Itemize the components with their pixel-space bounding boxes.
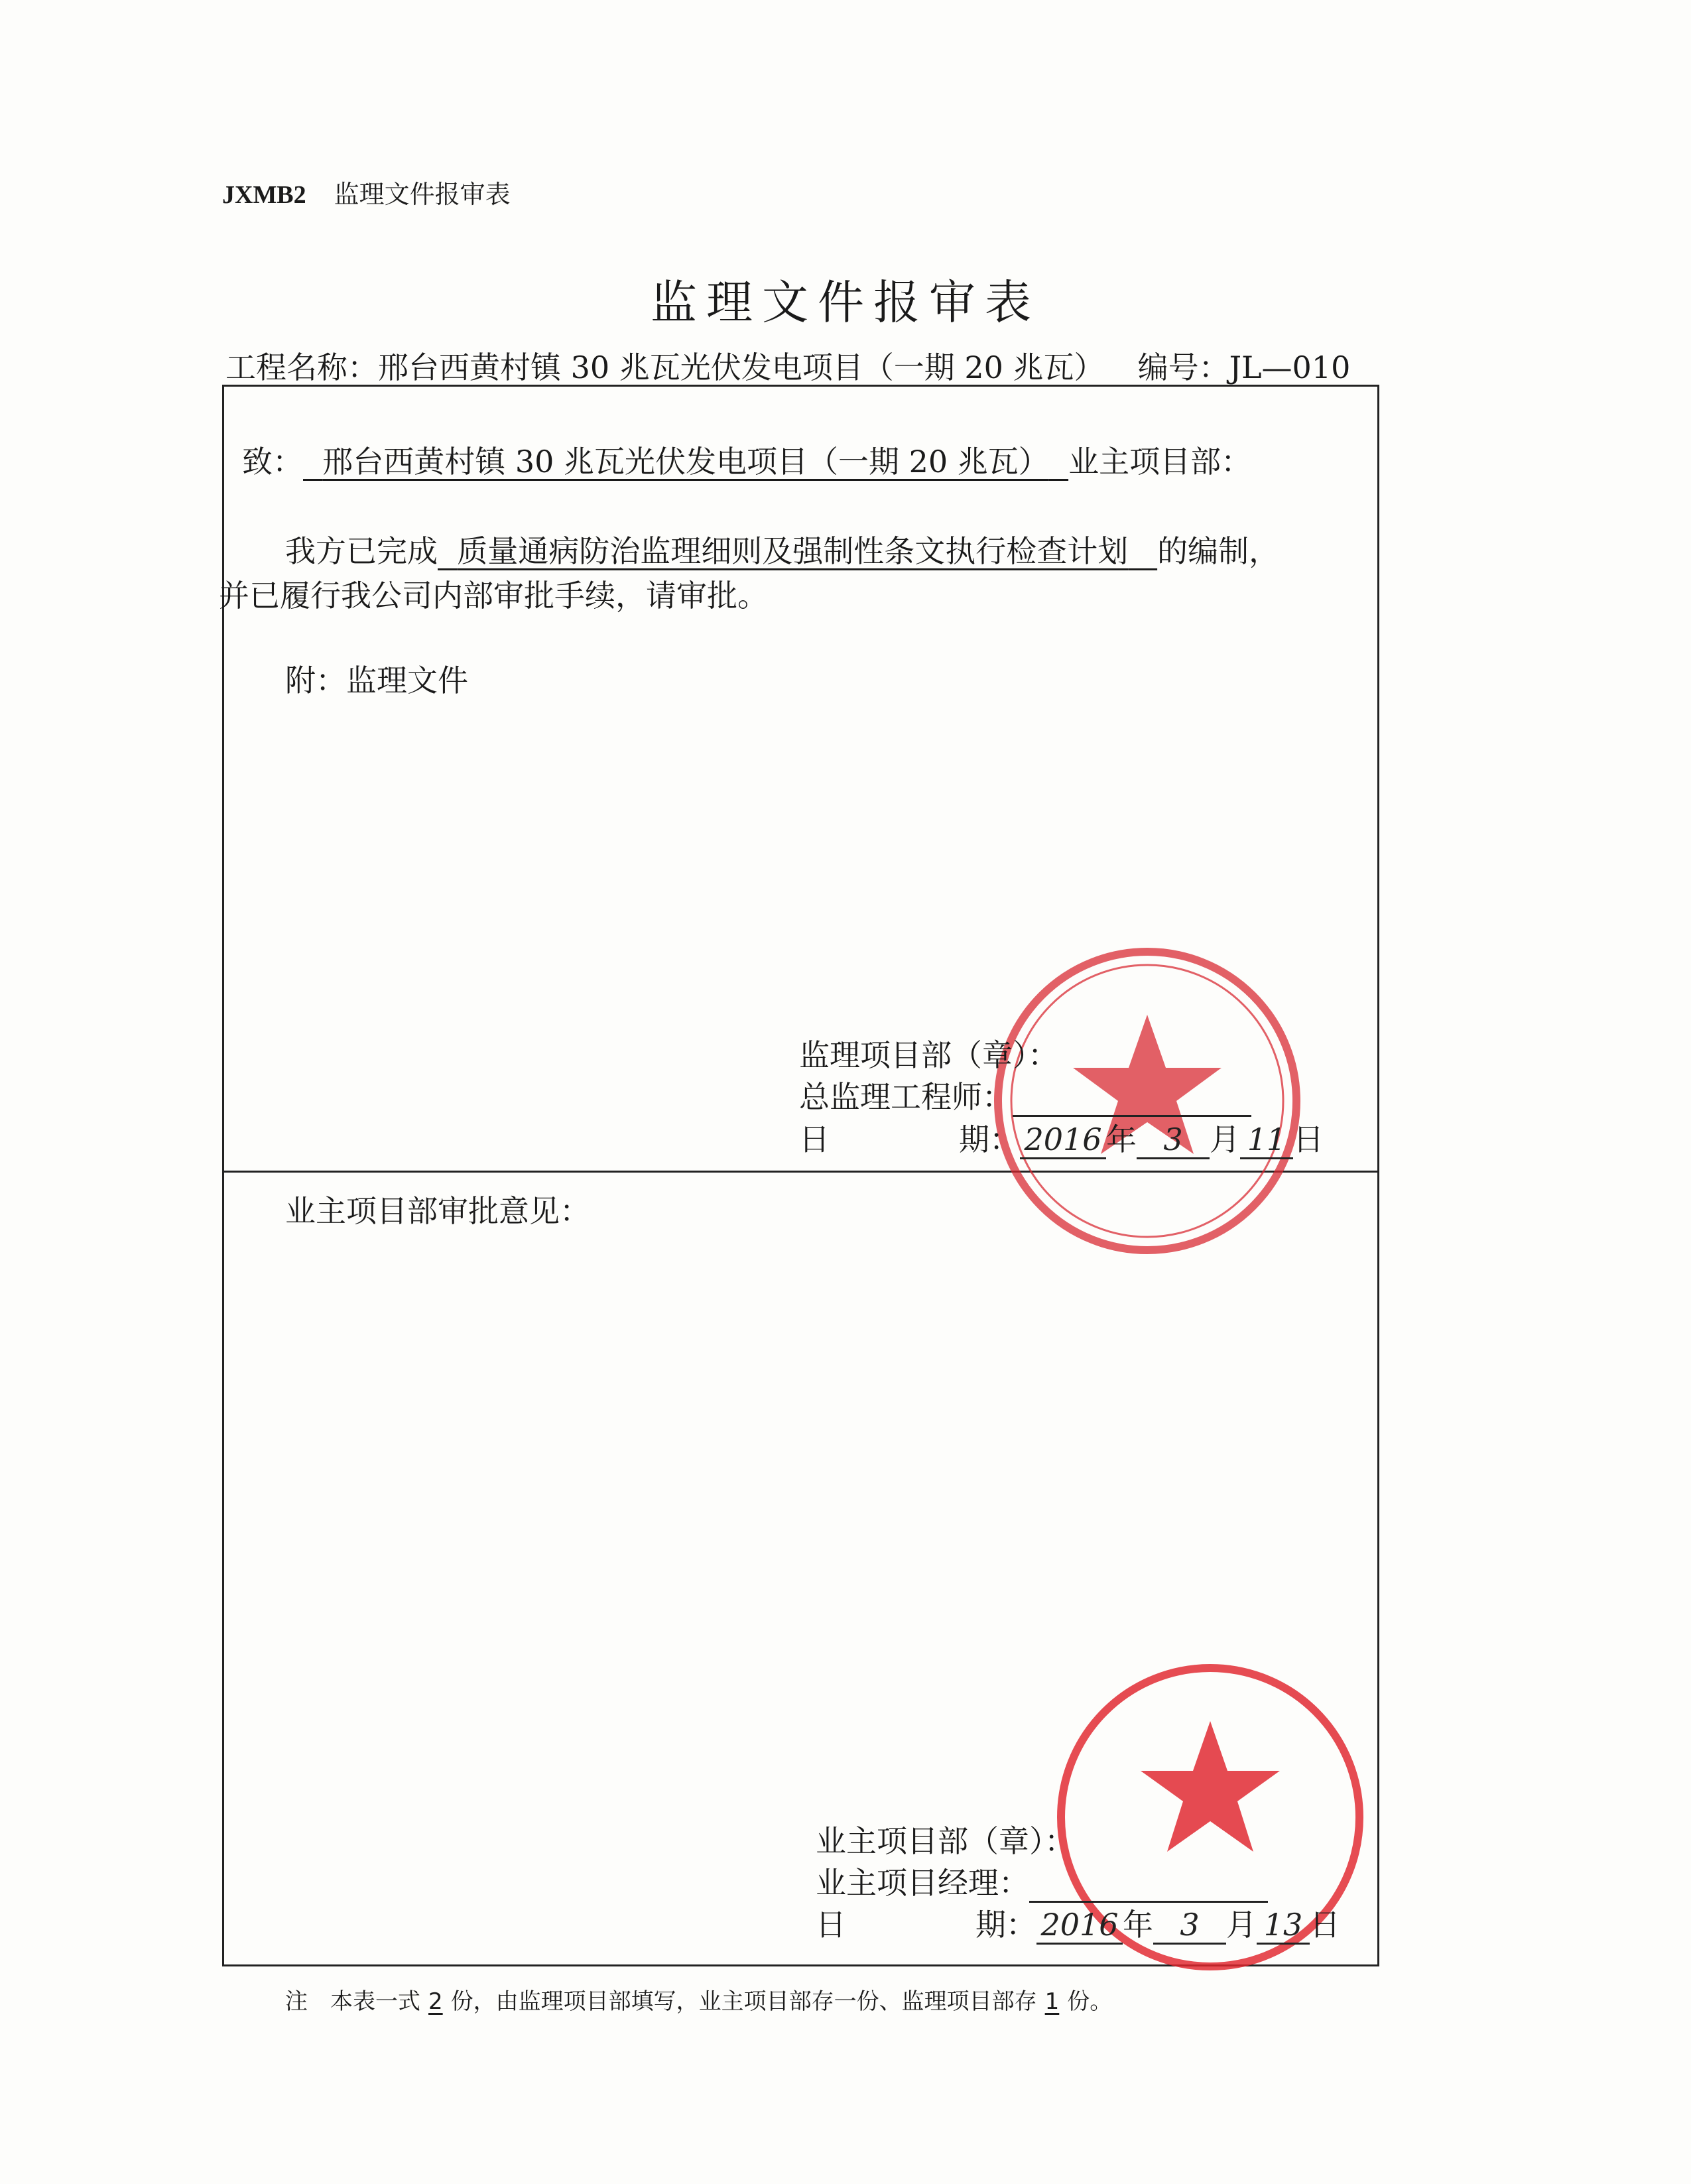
note-copies-kept: 1 (1044, 1988, 1060, 2015)
owner-opinion-label: 业主项目部审批意见： (285, 1193, 590, 1229)
body-prefix: 我方已完成 (285, 533, 438, 569)
project-name: 邢台西黄村镇 30 兆瓦光伏发电项目（一期 20 兆瓦） (378, 350, 1105, 385)
note-middle: 份，由监理项目部填写，业主项目部存一份、监理项目部存 (450, 1988, 1037, 2015)
owner-manager-row (816, 1859, 1268, 1903)
project-number: JL—010 (1229, 350, 1351, 385)
year-label: 年 (1123, 1907, 1153, 1943)
month-label: 月 (1210, 1122, 1240, 1157)
document-name: 质量通病防治监理细则及强制性条文执行检查计划 (457, 533, 1129, 569)
supervision-date-row (799, 1116, 1324, 1159)
date-month: 3 (1137, 1122, 1210, 1159)
note-copies-total: 2 (428, 1988, 443, 2015)
date-year: 2016 (1020, 1122, 1106, 1159)
form-code-line (222, 174, 511, 210)
body-suffix: 的编制， (1157, 533, 1280, 569)
note-suffix: 份。 (1067, 1988, 1113, 2015)
date-year: 2016 (1036, 1907, 1123, 1945)
date-label-a: 日 (799, 1122, 830, 1157)
to-prefix: 致： (242, 444, 303, 480)
day-label: 日 (1310, 1907, 1340, 1943)
owner-manager-label: 业主项目经理： (816, 1865, 1029, 1901)
chief-engineer-row (799, 1073, 1251, 1117)
year-label: 年 (1106, 1122, 1137, 1157)
month-label: 月 (1226, 1907, 1257, 1943)
date-day: 13 (1257, 1907, 1310, 1945)
form-code: JXMB2 (222, 181, 306, 209)
addressee-suffix: 业主项目部： (1068, 444, 1252, 480)
form-code-name: 监理文件报审表 (334, 180, 511, 209)
project-label: 工程名称： (225, 350, 378, 385)
date-label-a: 日 (816, 1907, 846, 1943)
chief-engineer-label: 总监理工程师： (799, 1079, 1013, 1115)
project-line (225, 344, 1350, 387)
addressee-line (242, 438, 1251, 482)
body-line-1 (285, 527, 1279, 571)
date-month: 3 (1153, 1907, 1226, 1945)
date-label-b: 期： (959, 1122, 1020, 1157)
page-title: 监理文件报审表 (651, 275, 1040, 330)
addressee-project: 邢台西黄村镇 30 兆瓦光伏发电项目（一期 20 兆瓦） (322, 444, 1049, 480)
note-prefix: 注 本表一式 (285, 1988, 420, 2015)
date-day: 11 (1240, 1122, 1293, 1159)
footer-note (285, 1983, 1112, 2016)
owner-date-row (816, 1901, 1340, 1945)
number-label: 编号： (1137, 350, 1229, 385)
date-label-b: 期： (975, 1907, 1036, 1943)
owner-dept-label: 业主项目部（章）： (816, 1823, 1075, 1859)
supervision-dept-label: 监理项目部（章）： (799, 1037, 1058, 1073)
attachment-line: 附：监理文件 (285, 663, 468, 698)
owner-manager-signature (1029, 1865, 1268, 1903)
chief-engineer-signature (1013, 1079, 1251, 1117)
day-label: 日 (1293, 1122, 1324, 1157)
body-line-2: 并已履行我公司内部审批手续，请审批。 (219, 578, 768, 613)
